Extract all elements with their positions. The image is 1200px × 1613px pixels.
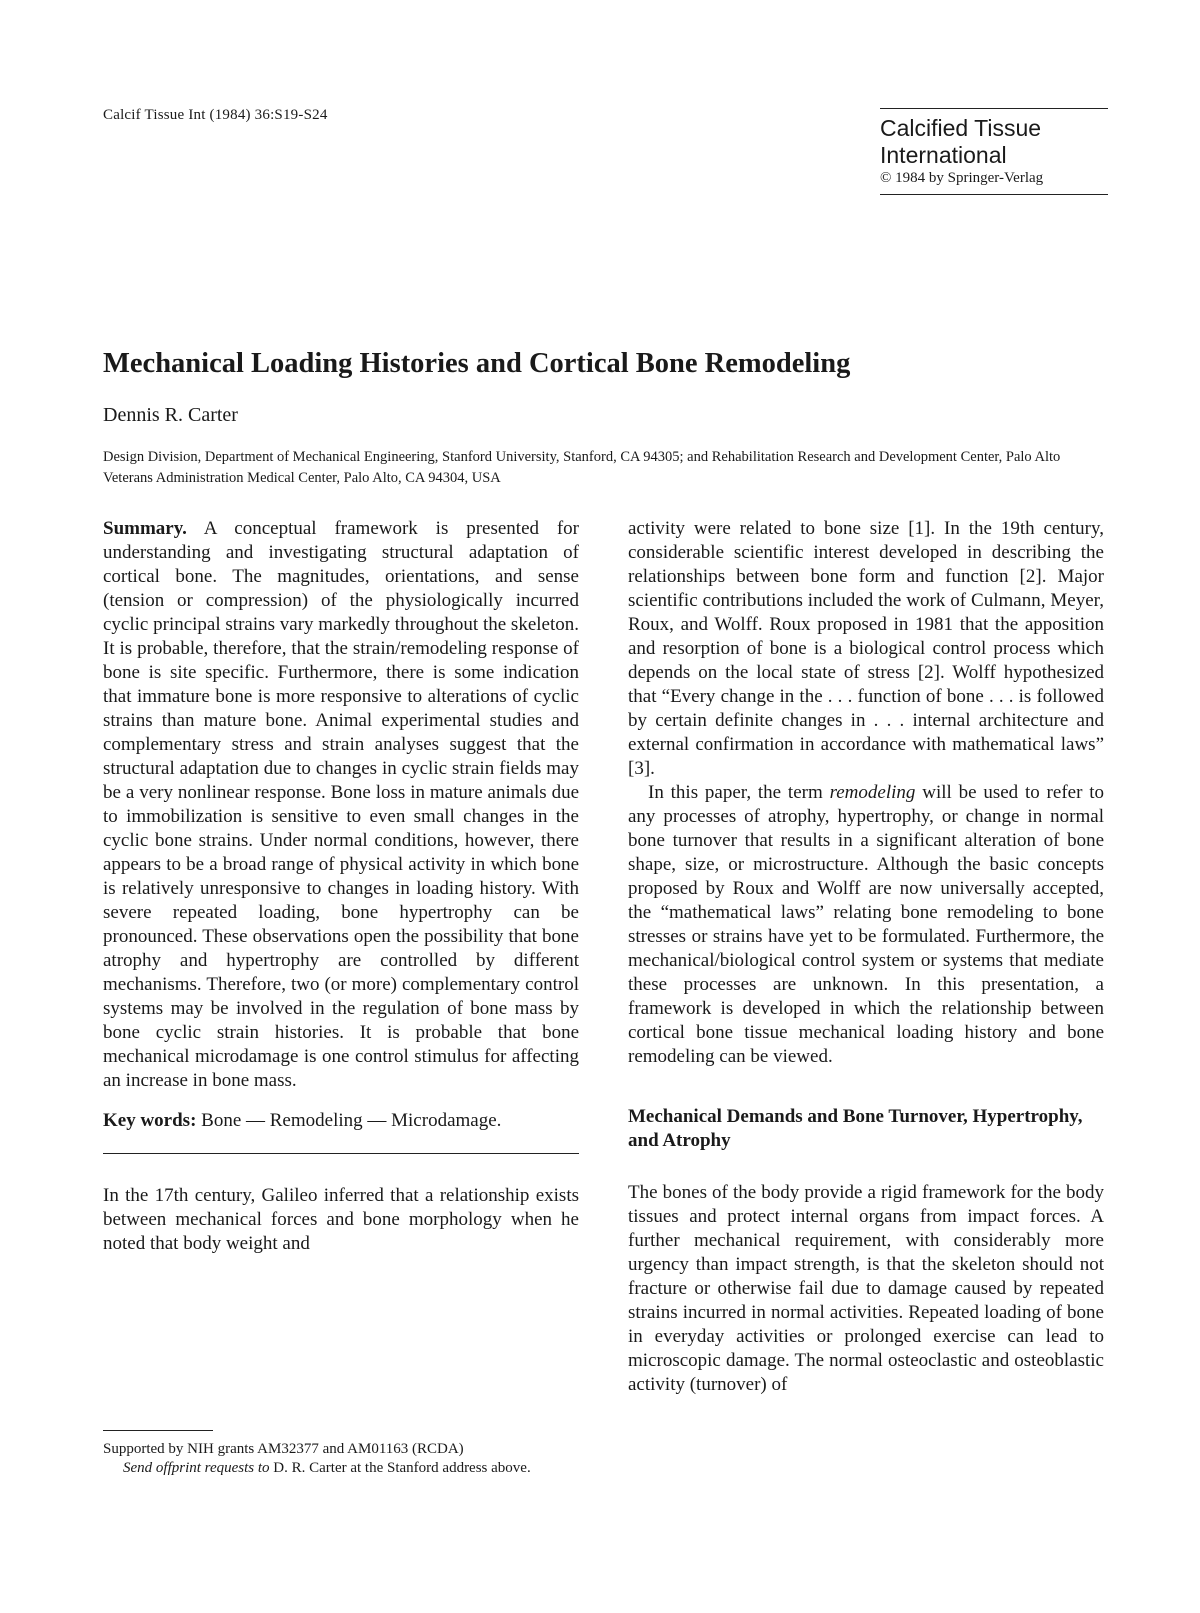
intro-p2-before: In this paper, the term (648, 782, 823, 803)
intro-paragraph-2 (628, 781, 1104, 1069)
intro-paragraph-start: In the 17th century, Galileo inferred that a relationship exists between mechanical forces and bone morphology when he noted that body weight and (103, 1185, 579, 1254)
author-affiliation: Design Division, Department of Mechanical Engineering, Stanford University, Stanford, CA 94305; and Rehabilitation Research and Development Center, Palo Alto Veterans Administration Medical Center, Palo Alto, CA 94304, USA (103, 449, 1061, 486)
summary-separator-rule (103, 1153, 579, 1154)
masthead-top-rule (880, 108, 1108, 109)
right-column (628, 517, 1104, 1397)
article-title: Mechanical Loading Histories and Cortical Bone Remodeling (103, 348, 851, 379)
journal-masthead (880, 108, 1108, 195)
left-column (103, 517, 579, 1256)
section-paragraph: The bones of the body provide a rigid framework for the body tissues and protect internal organs from impact forces. A further mechanical requirement, with considerably more urgency than impact strength, is that the skeleton should not fracture or otherwise fail due to damage caused by repeated strains incurred in normal activities. Repeated loading of bone in everyday activities or prolonged exercise can lead to microscopic damage. The normal osteoclastic and osteoblastic activity (turnover) of (628, 1182, 1104, 1395)
keywords-text: Bone — Remodeling — Microdamage. (201, 1110, 502, 1131)
section-heading: Mechanical Demands and Bone Turnover, Hypertrophy, and Atrophy (628, 1106, 1083, 1151)
summary-text: A conceptual framework is presented for understanding and investigating structural adaptation of cortical bone. The magnitudes, orientations, and sense (tension or compression) of the physiologically incurred cyclic principal strains vary markedly throughout the skeleton. It is probable, therefore, that the strain/remodeling response of bone is site specific. Furthermore, there is some indication that immature bone is more responsive to alterations of cyclic strains than mature bone. Animal experimental studies and complementary stress and strain analyses suggest that the structural adaptation due to changes in cyclic strain fields may be a very nonlinear response. Bone loss in mature animals due to immobilization is sensitive to even small changes in the cyclic bone strains. Under normal conditions, however, there appears to be a broad range of physical activity in which bone is relatively unresponsive to changes in loading history. With severe repeated loading, bone hypertrophy can be pronounced. These observations open the possibility that bone atrophy and hypertrophy are controlled by different mechanisms. Therefore, two (or more) complementary control systems may be involved in the regulation of bone mass by bone cyclic strain histories. It is probable that bone mechanical microdamage is one control stimulus for affecting an increase in bone mass. (103, 518, 580, 1091)
intro-p2-after: will be used to refer to any processes of atrophy, hypertrophy, or change in normal bone turnover that results in a significant alteration of bone shape, size, or microstructure. Although the basic concepts proposed by Roux and Wolff are now universally accepted, the “mathematical laws” relating bone remodeling to bone stresses or strains have yet to be formulated. Furthermore, the mechanical/biological control system or systems that mediate these processes are unknown. In this presentation, a framework is developed in which the relationship between cortical bone tissue mechanical loading history and bone remodeling can be viewed. (628, 782, 1104, 1067)
summary-label: Summary. (103, 518, 187, 539)
masthead-bottom-rule (880, 194, 1108, 195)
keywords-label: Key words: (103, 1110, 197, 1131)
intro-paragraph-continued: activity were related to bone size [1]. In the 19th century, considerable scientific interest developed in describing the relationships between bone form and function [2]. Major scientific contributions included the work of Culmann, Meyer, Roux, and Wolff. Roux proposed in 1981 that the apposition and resorption of bone is a biological control process which depends on the local state of stress [2]. Wolff hypothesized that “Every change in the . . . function of bone . . . is followed by certain definite changes in . . . internal architecture and external confirmation in accordance with mathematical laws” [3]. (628, 518, 1104, 779)
journal-citation: Calcif Tissue Int (1984) 36:S19-S24 (103, 107, 328, 123)
offprint-footnote (103, 1459, 583, 1478)
offprint-label: Send offprint requests to (123, 1460, 270, 1476)
offprint-text: D. R. Carter at the Stanford address above. (273, 1460, 531, 1476)
copyright-notice: © 1984 by Springer-Verlag (880, 170, 1044, 186)
footnotes (103, 1440, 583, 1478)
author-name: Dennis R. Carter (103, 404, 238, 426)
summary-paragraph (103, 517, 579, 1093)
remodeling-term: remodeling (829, 782, 916, 803)
footnote-rule (103, 1430, 213, 1431)
journal-name: Calcified Tissue International (880, 115, 1042, 168)
keywords-line (103, 1109, 579, 1133)
funding-footnote: Supported by NIH grants AM32377 and AM01163 (RCDA) (103, 1441, 464, 1457)
